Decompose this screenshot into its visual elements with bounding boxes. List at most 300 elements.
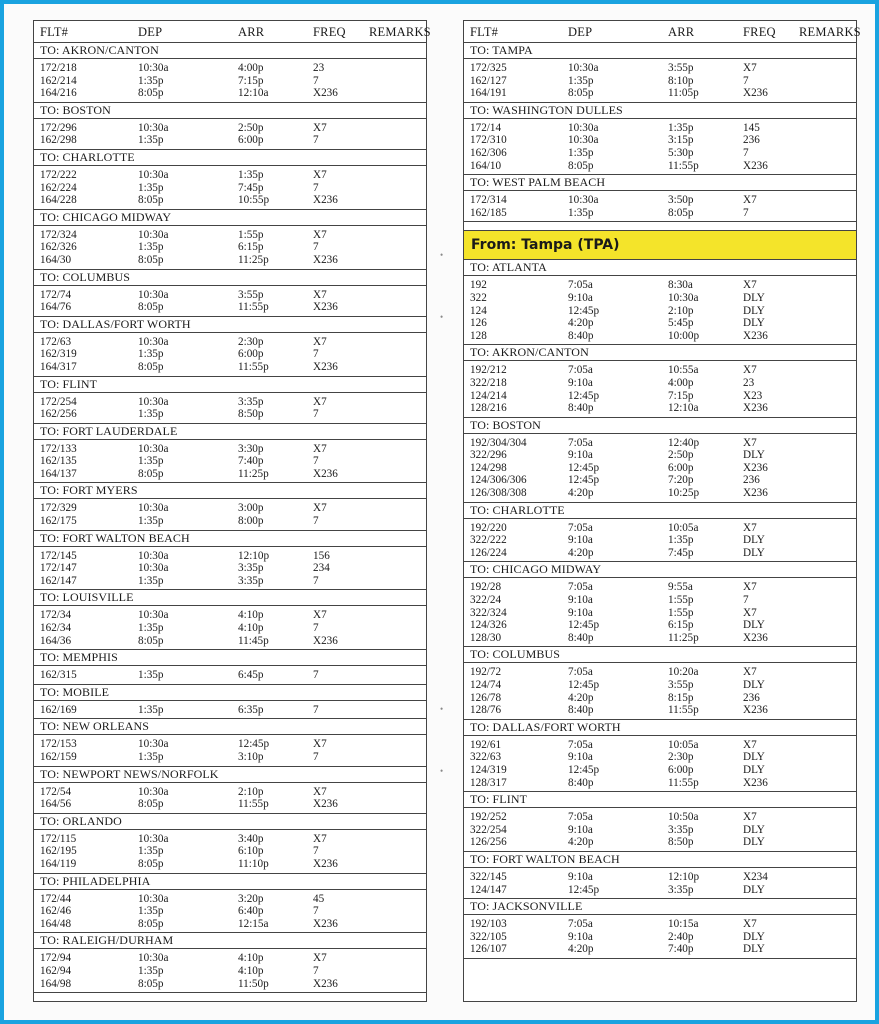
destination-heading: TO: NEWPORT NEWS/NORFOLK — [34, 767, 426, 783]
cell-freq: DLY — [743, 619, 765, 632]
cell-arr: 4:00p — [238, 62, 264, 74]
cell-freq: X7 — [743, 194, 757, 207]
cell-flt: 164/216 — [40, 87, 77, 100]
cell-arr: 2:30p — [668, 751, 694, 764]
cell-flt: 162/319 — [40, 348, 77, 361]
cell-dep: 12:45p — [568, 883, 600, 896]
flight-rows — [34, 440, 426, 484]
cell-dep: 10:30a — [138, 442, 169, 455]
flight-rows — [34, 949, 426, 993]
flight-rows — [34, 830, 426, 874]
cell-flt: 164/56 — [40, 798, 72, 811]
destination-heading: TO: ATLANTA — [464, 260, 856, 276]
cell-dep: 10:30a — [138, 832, 169, 845]
destination-heading: TO: WASHINGTON DULLES — [464, 103, 856, 119]
table-row — [464, 871, 856, 884]
table-row — [464, 449, 856, 462]
table-row — [34, 122, 426, 135]
cell-flt: 192/61 — [470, 738, 502, 751]
cell-arr: 3:15p — [668, 134, 694, 147]
cell-freq: X236 — [743, 631, 768, 644]
cell-flt: 162/224 — [40, 181, 77, 194]
cell-freq: X236 — [313, 857, 338, 870]
table-row — [34, 845, 426, 858]
table-row — [464, 666, 856, 679]
cell-arr: 8:10p — [668, 74, 694, 87]
right-sections-top — [464, 43, 856, 222]
cell-freq: X7 — [743, 811, 757, 824]
table-row — [34, 893, 426, 906]
cell-arr: 8:05p — [668, 206, 694, 219]
cell-arr: 4:00p — [668, 376, 694, 389]
cell-dep: 12:45p — [568, 619, 600, 632]
cell-dep: 8:05p — [138, 917, 164, 930]
table-row — [464, 594, 856, 607]
cell-flt: 162/306 — [470, 146, 507, 159]
cell-flt: 172/115 — [40, 832, 77, 845]
cell-arr: 8:50p — [238, 408, 264, 421]
cell-flt: 172/324 — [40, 228, 77, 241]
cell-dep: 7:05a — [568, 811, 593, 824]
cell-arr: 11:05p — [668, 87, 699, 100]
cell-freq: X7 — [313, 785, 327, 798]
cell-flt: 172/147 — [40, 562, 77, 575]
cell-dep: 1:35p — [138, 751, 164, 763]
cell-dep: 1:35p — [138, 134, 164, 147]
cell-freq: X7 — [313, 335, 327, 348]
column-header — [34, 21, 431, 43]
col-freq: FREQ — [313, 25, 346, 39]
cell-dep: 8:40p — [568, 402, 594, 415]
cell-dep: 1:35p — [138, 622, 164, 635]
cell-flt: 126/224 — [470, 546, 507, 559]
col-arr: ARR — [668, 25, 695, 39]
table-row — [34, 182, 426, 195]
cell-dep: 9:10a — [568, 870, 593, 883]
cell-arr: 8:50p — [668, 836, 694, 849]
table-row — [34, 798, 426, 811]
cell-freq: 7 — [313, 134, 319, 147]
cell-arr: 3:00p — [238, 502, 264, 515]
cell-arr: 1:35p — [668, 121, 694, 134]
cell-dep: 9:10a — [568, 534, 593, 547]
destination-heading: TO: COLUMBUS — [464, 647, 856, 663]
cell-flt: 126/308/308 — [470, 487, 527, 500]
cell-dep: 10:30a — [138, 562, 169, 575]
cell-arr: 2:30p — [238, 335, 264, 348]
table-row — [34, 289, 426, 302]
cell-flt: 172/14 — [470, 121, 502, 134]
cell-dep: 7:05a — [568, 666, 593, 679]
cell-arr: 7:45p — [238, 181, 264, 194]
table-row — [34, 87, 426, 100]
cell-dep: 7:05a — [568, 581, 593, 594]
cell-arr: 10:30a — [668, 291, 699, 304]
destination-heading: TO: CHICAGO MIDWAY — [464, 562, 856, 578]
flight-rows — [34, 666, 426, 685]
cell-freq: DLY — [743, 534, 765, 547]
cell-dep: 7:05a — [568, 436, 593, 449]
origin-banner: From: Tampa (TPA) — [464, 230, 856, 260]
destination-heading: TO: TAMPA — [464, 43, 856, 59]
cell-arr: 11:55p — [238, 798, 269, 811]
cell-dep: 4:20p — [568, 836, 594, 849]
cell-freq: DLY — [743, 291, 765, 304]
cell-flt: 322/254 — [470, 823, 507, 836]
flight-rows — [464, 59, 856, 103]
cell-dep: 10:30a — [138, 288, 169, 301]
cell-flt: 172/34 — [40, 609, 72, 622]
cell-arr: 3:55p — [668, 679, 694, 691]
cell-flt: 164/76 — [40, 301, 72, 314]
cell-dep: 9:10a — [568, 594, 593, 607]
table-row — [34, 918, 426, 931]
cell-arr: 6:40p — [238, 905, 264, 918]
left-sections — [34, 43, 426, 993]
cell-dep: 1:35p — [138, 845, 164, 858]
cell-freq: X236 — [743, 704, 768, 717]
table-row — [464, 377, 856, 390]
cell-flt: 172/133 — [40, 442, 77, 455]
cell-dep: 8:05p — [138, 467, 164, 480]
cell-arr: 10:15a — [668, 918, 699, 931]
cell-dep: 1:35p — [138, 964, 164, 977]
cell-flt: 162/256 — [40, 408, 77, 421]
cell-dep: 10:30a — [138, 738, 169, 751]
flight-rows — [34, 166, 426, 210]
cell-dep: 9:10a — [568, 606, 593, 619]
cell-flt: 124/74 — [470, 679, 502, 691]
cell-dep: 10:30a — [138, 892, 169, 905]
cell-arr: 2:10p — [238, 785, 264, 798]
cell-dep: 10:30a — [138, 335, 169, 348]
flight-rows — [34, 783, 426, 814]
cell-flt: 162/326 — [40, 241, 77, 254]
cell-flt: 126 — [470, 317, 487, 330]
cell-arr: 3:50p — [668, 194, 694, 207]
destination-heading: TO: FLINT — [34, 377, 426, 393]
cell-flt: 192/212 — [470, 364, 507, 377]
cell-dep: 12:45p — [568, 679, 600, 691]
cell-arr: 10:50a — [668, 811, 699, 824]
flight-rows — [464, 915, 856, 959]
cell-dep: 1:35p — [138, 669, 164, 682]
cell-arr: 6:15p — [238, 241, 264, 254]
cell-dep: 10:30a — [138, 502, 169, 515]
table-row — [464, 764, 856, 777]
cell-dep: 8:40p — [568, 704, 594, 717]
table-row — [34, 738, 426, 751]
table-row — [464, 364, 856, 377]
cell-flt: 162/315 — [40, 669, 77, 682]
cell-freq: 7 — [743, 206, 749, 219]
cell-dep: 10:30a — [138, 62, 169, 74]
col-remarks: REMARKS — [799, 25, 861, 39]
table-row — [34, 562, 426, 575]
cell-flt: 128/30 — [470, 631, 502, 644]
cell-arr: 2:40p — [668, 930, 694, 943]
cell-arr: 8:30a — [668, 279, 693, 292]
table-row — [34, 254, 426, 267]
cell-arr: 12:10a — [238, 87, 269, 100]
cell-flt: 128/76 — [470, 704, 502, 717]
cell-dep: 8:40p — [568, 329, 594, 342]
cell-arr: 12:40p — [668, 436, 700, 449]
left-page — [33, 20, 431, 1002]
cell-flt: 124/298 — [470, 461, 507, 474]
cell-dep: 7:05a — [568, 521, 593, 534]
cell-arr: 3:40p — [238, 832, 264, 845]
table-row — [464, 279, 856, 292]
cell-freq: 7 — [313, 74, 319, 87]
destination-heading: TO: FLINT — [464, 792, 856, 808]
cell-freq: X7 — [313, 952, 327, 965]
cell-flt: 322/296 — [470, 449, 507, 462]
cell-dep: 9:10a — [568, 449, 593, 462]
cell-freq: DLY — [743, 751, 765, 764]
cell-arr: 8:15p — [668, 691, 694, 704]
cell-freq: X7 — [743, 279, 757, 292]
cell-flt: 172/296 — [40, 121, 77, 134]
cell-dep: 4:20p — [568, 487, 594, 500]
table-row — [34, 169, 426, 182]
cell-dep: 10:30a — [568, 121, 599, 134]
table-row — [464, 87, 856, 100]
cell-flt: 192/220 — [470, 521, 507, 534]
cell-freq: 236 — [743, 691, 760, 704]
cell-freq: 7 — [313, 515, 319, 528]
cell-freq: DLY — [743, 304, 765, 317]
table-row — [34, 348, 426, 361]
table-row — [34, 952, 426, 965]
table-row — [34, 635, 426, 648]
table-row — [464, 62, 856, 75]
table-row — [464, 194, 856, 207]
cell-flt: 164/317 — [40, 360, 77, 373]
cell-freq: 7 — [313, 408, 319, 421]
cell-freq: X7 — [313, 832, 327, 845]
cell-flt: 172/218 — [40, 62, 77, 74]
destination-heading: TO: CHARLOTTE — [34, 150, 426, 166]
right-page — [463, 20, 861, 1002]
cell-freq: X236 — [313, 87, 338, 100]
cell-freq: DLY — [743, 930, 765, 943]
cell-flt: 172/329 — [40, 502, 77, 515]
cell-dep: 1:35p — [568, 206, 594, 219]
flight-rows — [464, 434, 856, 503]
flight-rows — [34, 393, 426, 424]
destination-heading: TO: MOBILE — [34, 685, 426, 701]
cell-arr: 11:55p — [238, 360, 269, 373]
table-row — [464, 884, 856, 897]
table-row — [34, 134, 426, 147]
cell-arr: 11:50p — [238, 977, 269, 990]
table-row — [34, 75, 426, 88]
cell-freq: X236 — [313, 467, 338, 480]
cell-freq: DLY — [743, 823, 765, 836]
gutter-mark: • — [440, 250, 444, 260]
cell-arr: 10:05a — [668, 521, 699, 534]
cell-dep: 4:20p — [568, 943, 594, 956]
table-row — [464, 402, 856, 415]
cell-arr: 5:30p — [668, 146, 694, 159]
table-row — [464, 739, 856, 752]
table-row — [34, 550, 426, 563]
cell-arr: 7:40p — [668, 943, 694, 956]
cell-flt: 322/218 — [470, 376, 507, 389]
cell-dep: 8:05p — [138, 194, 164, 207]
cell-freq: X7 — [743, 436, 757, 449]
cell-freq: X7 — [743, 606, 757, 619]
cell-freq: X236 — [743, 87, 768, 100]
cell-dep: 8:40p — [568, 631, 594, 644]
table-row — [464, 931, 856, 944]
cell-flt: 162/135 — [40, 455, 77, 468]
cell-arr: 12:10p — [668, 870, 700, 883]
column-header — [464, 21, 861, 43]
cell-flt: 172/63 — [40, 335, 72, 348]
cell-dep: 1:35p — [138, 181, 164, 194]
table-row — [34, 622, 426, 635]
cell-dep: 1:35p — [138, 703, 164, 716]
cell-flt: 192/72 — [470, 666, 502, 679]
table-row — [464, 704, 856, 717]
cell-arr: 10:55p — [238, 194, 270, 207]
table-row — [464, 679, 856, 692]
cell-freq: X236 — [743, 461, 768, 474]
cell-freq: 7 — [313, 905, 319, 918]
cell-dep: 9:10a — [568, 376, 593, 389]
cell-flt: 322/24 — [470, 594, 502, 607]
cell-dep: 8:05p — [138, 253, 164, 266]
cell-flt: 172/222 — [40, 168, 77, 181]
cell-arr: 11:55p — [668, 776, 699, 789]
table-row — [464, 437, 856, 450]
table-row — [464, 292, 856, 305]
cell-arr: 2:50p — [668, 449, 694, 462]
cell-dep: 8:05p — [138, 360, 164, 373]
cell-dep: 8:05p — [138, 634, 164, 647]
cell-arr: 4:10p — [238, 952, 264, 965]
cell-flt: 164/48 — [40, 917, 72, 930]
cell-dep: 9:10a — [568, 291, 593, 304]
cell-flt: 192/28 — [470, 581, 502, 594]
cell-flt: 124/147 — [470, 883, 507, 896]
cell-arr: 4:10p — [238, 609, 264, 622]
cell-flt: 192/252 — [470, 811, 507, 824]
cell-dep: 4:20p — [568, 317, 594, 330]
cell-freq: 236 — [743, 474, 760, 487]
cell-arr: 7:40p — [238, 455, 264, 468]
table-row — [464, 160, 856, 173]
table-row — [464, 811, 856, 824]
table-row — [34, 336, 426, 349]
destination-heading: TO: FORT MYERS — [34, 483, 426, 499]
flight-rows — [34, 735, 426, 766]
cell-freq: X7 — [743, 364, 757, 377]
flight-rows — [464, 808, 856, 852]
cell-flt: 172/254 — [40, 395, 77, 408]
table-row — [34, 361, 426, 374]
cell-arr: 6:35p — [238, 703, 264, 716]
cell-dep: 12:45p — [568, 389, 600, 402]
cell-flt: 164/98 — [40, 977, 72, 990]
cell-dep: 7:05a — [568, 918, 593, 931]
destination-heading: TO: CHARLOTTE — [464, 503, 856, 519]
cell-flt: 322 — [470, 291, 487, 304]
cell-arr: 11:25p — [238, 467, 269, 480]
cell-freq: X236 — [313, 798, 338, 811]
cell-arr: 1:55p — [238, 228, 264, 241]
cell-freq: X7 — [313, 502, 327, 515]
cell-arr: 3:55p — [668, 62, 694, 74]
table-row — [464, 534, 856, 547]
cell-flt: 172/310 — [470, 134, 507, 147]
cell-dep: 8:05p — [138, 301, 164, 314]
destination-heading: TO: CHICAGO MIDWAY — [34, 210, 426, 226]
table-row — [34, 575, 426, 588]
cell-dep: 8:40p — [568, 776, 594, 789]
cell-dep: 8:05p — [568, 87, 594, 100]
cell-arr: 11:45p — [238, 634, 269, 647]
table-row — [34, 408, 426, 421]
cell-freq: X236 — [313, 917, 338, 930]
cell-freq: X7 — [313, 395, 327, 408]
cell-flt: 162/34 — [40, 622, 72, 635]
flight-rows — [34, 119, 426, 150]
flight-rows — [464, 578, 856, 647]
cell-freq: X236 — [313, 360, 338, 373]
cell-flt: 322/63 — [470, 751, 502, 764]
cell-dep: 10:30a — [138, 549, 169, 562]
table-row — [464, 836, 856, 849]
cell-arr: 1:55p — [668, 606, 694, 619]
cell-flt: 128 — [470, 329, 487, 342]
table-row — [464, 390, 856, 403]
cell-freq: 45 — [313, 892, 325, 905]
cell-freq: X236 — [313, 194, 338, 207]
cell-freq: X236 — [313, 977, 338, 990]
cell-arr: 11:10p — [238, 857, 269, 870]
table-row — [34, 704, 426, 717]
table-row — [34, 194, 426, 207]
cell-freq: X236 — [313, 253, 338, 266]
flight-rows — [464, 663, 856, 719]
cell-arr: 3:55p — [238, 288, 264, 301]
cell-freq: 7 — [743, 74, 749, 87]
cell-freq: 145 — [743, 121, 760, 134]
cell-flt: 162/94 — [40, 964, 72, 977]
cell-freq: DLY — [743, 317, 765, 330]
cell-arr: 7:45p — [668, 546, 694, 559]
cell-flt: 162/195 — [40, 845, 77, 858]
cell-freq: X7 — [313, 228, 327, 241]
flight-rows — [464, 119, 856, 175]
cell-flt: 172/314 — [470, 194, 507, 207]
cell-freq: 7 — [313, 703, 319, 716]
cell-arr: 3:20p — [238, 892, 264, 905]
cell-arr: 6:15p — [668, 619, 694, 632]
table-row — [464, 522, 856, 535]
cell-arr: 3:30p — [238, 442, 264, 455]
cell-dep: 12:45p — [568, 474, 600, 487]
cell-freq: 7 — [313, 181, 319, 194]
cell-arr: 3:35p — [238, 562, 264, 575]
cell-flt: 128/317 — [470, 776, 507, 789]
cell-flt: 126/78 — [470, 691, 502, 704]
destination-heading: TO: BOSTON — [34, 103, 426, 119]
table-row — [464, 462, 856, 475]
